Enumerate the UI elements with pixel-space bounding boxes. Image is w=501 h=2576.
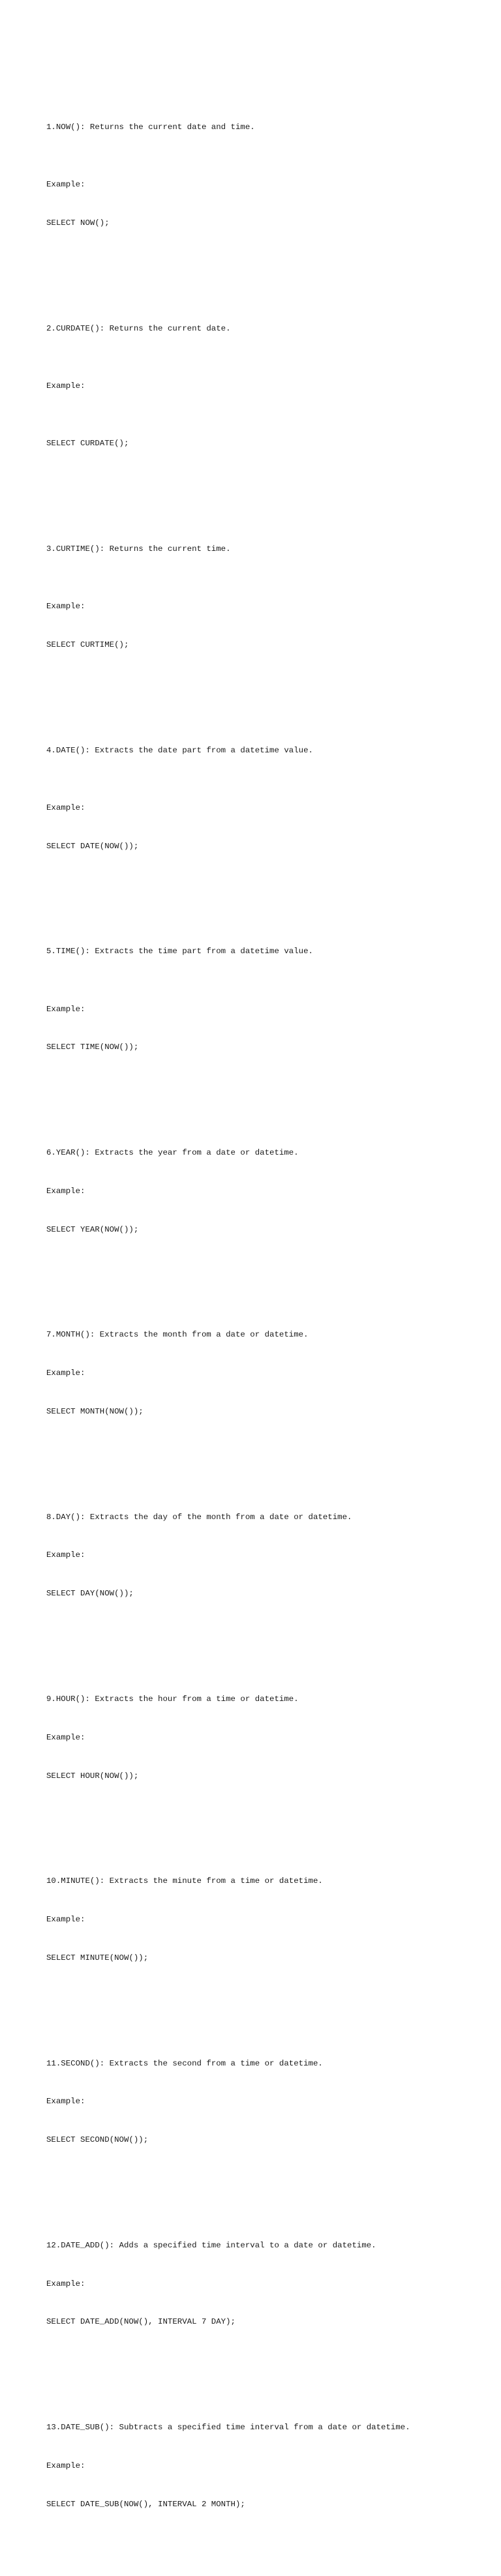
- blank-line: [46, 870, 490, 880]
- blank-line: [46, 573, 490, 583]
- blank-line: [46, 2347, 490, 2356]
- function-heading: 11.SECOND(): Extracts the second from a time or datetime.: [46, 2058, 323, 2068]
- blank-line: [46, 2164, 490, 2174]
- blank-line: [46, 247, 490, 257]
- example-code: SELECT DATE(NOW());: [46, 841, 139, 851]
- example-code: SELECT DATE_SUB(NOW(), INTERVAL 2 MONTH);: [46, 2499, 245, 2509]
- blank-line: [46, 775, 490, 784]
- function-section: [46, 2221, 490, 2375]
- function-section: [46, 1129, 490, 1282]
- example-code: SELECT DATE_ADD(NOW(), INTERVAL 7 DAY);: [46, 2317, 235, 2327]
- blank-line: [46, 1618, 490, 1627]
- blank-line: [46, 975, 490, 985]
- function-section: [46, 2404, 490, 2557]
- blank-line: [46, 1254, 490, 1264]
- example-code: SELECT CURDATE();: [46, 439, 129, 449]
- function-heading: 12.DATE_ADD(): Adds a specified time interval to a date or datetime.: [46, 2240, 376, 2250]
- function-heading: 3.CURTIME(): Returns the current time.: [46, 544, 231, 554]
- example-label: Example:: [46, 1369, 85, 1378]
- blank-line: [46, 1436, 490, 1445]
- example-code: SELECT MINUTE(NOW());: [46, 1953, 149, 1962]
- blank-line: [46, 467, 490, 477]
- document-body: [46, 65, 490, 2576]
- function-section: [46, 1311, 490, 1464]
- example-label: Example:: [46, 1186, 85, 1196]
- function-heading: 4.DATE(): Extracts the date part from a datetime value.: [46, 745, 313, 755]
- function-section: [46, 104, 490, 276]
- function-heading: 1.NOW(): Returns the current date and time.: [46, 123, 255, 132]
- example-label: Example:: [46, 180, 85, 190]
- example-label: Example:: [46, 803, 85, 812]
- example-code: SELECT NOW();: [46, 218, 110, 228]
- blank-line: [46, 1800, 490, 1810]
- function-section: [46, 1858, 490, 2011]
- example-label: Example:: [46, 2097, 85, 2107]
- example-code: SELECT YEAR(NOW());: [46, 1224, 139, 1234]
- function-section: [46, 1493, 490, 1646]
- blank-line: [46, 1982, 490, 1992]
- blank-line: [46, 1071, 490, 1081]
- example-label: Example:: [46, 1915, 85, 1925]
- blank-line: [46, 2528, 490, 2538]
- example-label: Example:: [46, 1550, 85, 1560]
- function-section: [46, 2039, 490, 2193]
- function-heading: 8.DAY(): Extracts the day of the month from a date or datetime.: [46, 1512, 352, 1522]
- example-code: SELECT SECOND(NOW());: [46, 2135, 149, 2145]
- example-label: Example:: [46, 1004, 85, 1014]
- example-label: Example:: [46, 381, 85, 391]
- function-heading: 2.CURDATE(): Returns the current date.: [46, 323, 231, 333]
- function-heading: 9.HOUR(): Extracts the hour from a time or datetime.: [46, 1694, 299, 1704]
- function-heading: 5.TIME(): Extracts the time part from a datetime value.: [46, 947, 313, 956]
- example-code: SELECT HOUR(NOW());: [46, 1771, 139, 1781]
- function-heading: 7.MONTH(): Extracts the month from a date or datetime.: [46, 1330, 309, 1340]
- function-heading: 13.DATE_SUB(): Subtracts a specified time interval from a date or datetime.: [46, 2423, 410, 2433]
- example-label: Example:: [46, 2279, 85, 2288]
- function-section: [46, 726, 490, 899]
- function-section: [46, 526, 490, 698]
- function-section: [46, 1676, 490, 1829]
- example-label: Example:: [46, 1732, 85, 1742]
- example-code: SELECT DAY(NOW());: [46, 1589, 134, 1599]
- example-code: SELECT CURTIME();: [46, 640, 129, 649]
- blank-line: [46, 353, 490, 363]
- function-section: [46, 305, 490, 497]
- function-section: [46, 928, 490, 1101]
- example-code: SELECT MONTH(NOW());: [46, 1406, 144, 1416]
- blank-line: [46, 410, 490, 420]
- example-code: SELECT TIME(NOW());: [46, 1043, 139, 1052]
- blank-line: [46, 669, 490, 679]
- example-label: Example:: [46, 2461, 85, 2470]
- function-heading: 10.MINUTE(): Extracts the minute from a time or datetime.: [46, 1876, 323, 1886]
- blank-line: [46, 151, 490, 161]
- function-heading: 6.YEAR(): Extracts the year from a date or datetime.: [46, 1148, 299, 1158]
- example-label: Example:: [46, 602, 85, 612]
